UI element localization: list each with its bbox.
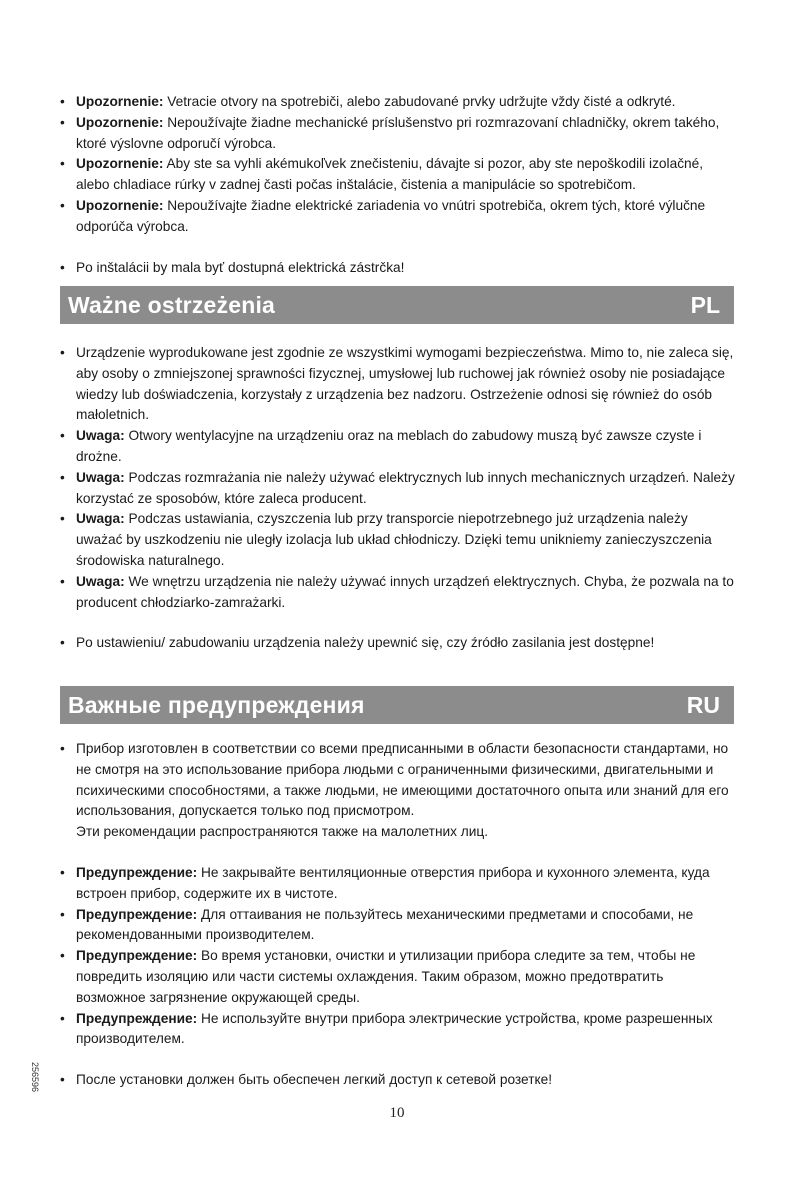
pl-warning-4: • Uwaga: We wnętrzu urządzenia nie należy używać innych urządzeń elektrycznych. Chyba, że pozwala na to producent chłodziarko-zamrażarki. [60, 572, 736, 614]
ru-section-title: Важные предупреждения [68, 691, 365, 718]
sk-warning-2: • Upozornenie: Nepoužívajte žiadne mechanické príslušenstvo pri rozmrazovaní chladničky, okrem takého, ktoré výslovne odporučí výrobca. [60, 113, 736, 155]
pl-section-header [60, 286, 734, 324]
pl-intro: • Urządzenie wyprodukowane jest zgodnie ze wszystkimi wymogami bezpieczeństwa. Mimo to, nie zaleca się, aby osoby o zmniejszonej sprawności fizycznej, umysłowej lub ruchowej jak również osoby nie posiadające wiedzy lub doświadczenia, korzystały z urządzenia bez nadzoru. Ostrzeżenie odnosi się również do osób małoletnich. [60, 343, 736, 426]
ru-warning-3: • Предупреждение: Во время установки, очистки и утилизации прибора следите за тем, чтобы не повредить изоляцию или части системы охлаждения. Таким образом, можно предотвратить возможное загрязнение окружающей среды. [60, 946, 736, 1008]
sk-warning-3: • Upozornenie: Aby ste sa vyhli akémukoľvek znečisteniu, dávajte si pozor, aby ste nepoškodili izolačné, alebo chladiace rúrky v zadnej časti počas inštalácie, čistenia a manipulácie so spotrebičom. [60, 154, 736, 196]
pl-section-title: Ważne ostrzeżenia [68, 291, 276, 318]
document-code: 256596 [30, 1062, 40, 1093]
pl-warning-3: • Uwaga: Podczas ustawiania, czyszczenia lub przy transporcie niepotrzebnego już urządzenia należy uważać by uszkodzeniu nie uległy izolacja lub układ chłodniczy. Dzięki temu unikniemy zanieczyszczenia środowiska naturalnego. [60, 509, 736, 571]
pl-language-code: PL [690, 291, 720, 318]
pl-final-note: • Po ustawieniu/ zabudowaniu urządzenia należy upewnić się, czy źródło zasilania jest dostępne! [60, 633, 736, 654]
sk-warning-4: • Upozornenie: Nepoužívajte žiadne elektrické zariadenia vo vnútri spotrebiča, okrem tých, ktoré výlučne odporúča výrobca. [60, 196, 736, 238]
pl-warning-1: • Uwaga: Otwory wentylacyjne na urządzeniu oraz na meblach do zabudowy muszą być zawsze czyste i drożne. [60, 426, 736, 468]
ru-section-header [60, 686, 734, 724]
pl-warnings-list [60, 343, 736, 654]
sk-warning-1: • Upozornenie: Vetracie otvory na spotrebiči, alebo zabudované prvky udržujte vždy čisté a odkryté. [60, 92, 736, 113]
ru-warning-2: • Предупреждение: Для оттаивания не пользуйтесь механическими предметами и способами, не рекомендованными производителем. [60, 905, 736, 947]
sk-warnings-list [60, 92, 736, 278]
ru-language-code: RU [686, 691, 720, 718]
ru-intro-note: Эти рекомендации распространяются также на малолетних лиц. [76, 824, 489, 840]
ru-intro: • Прибор изготовлен в соответствии со всеми предписанными в области безопасности стандартами, но не смотря на это использование прибора людьми с ограниченными физическими, двигательными и психическими способностями, а также людьми, не имеющими достаточного опыта или знаний для его использования, допускается только под присмотром. Эти рекомендации распространяются также на малолетних лиц. [60, 739, 736, 843]
ru-warning-4: • Предупреждение: Не используйте внутри прибора электрические устройства, кроме разрешенных производителем. [60, 1009, 736, 1051]
ru-warnings-list [60, 739, 736, 1091]
ru-warning-1: • Предупреждение: Не закрывайте вентиляционные отверстия прибора и кухонного элемента, куда встроен прибор, содержите их в чистоте. [60, 863, 736, 905]
pl-warning-2: • Uwaga: Podczas rozmrażania nie należy używać elektrycznych lub innych mechanicznych urządzeń. Należy korzystać ze sposobów, które zaleca producent. [60, 468, 736, 510]
sk-final-note: • Po inštalácii by mala byť dostupná elektrická zástrčka! [60, 258, 736, 279]
ru-final-note: • После установки должен быть обеспечен легкий доступ к сетевой розетке! [60, 1070, 736, 1091]
page-number: 10 [389, 1105, 405, 1121]
